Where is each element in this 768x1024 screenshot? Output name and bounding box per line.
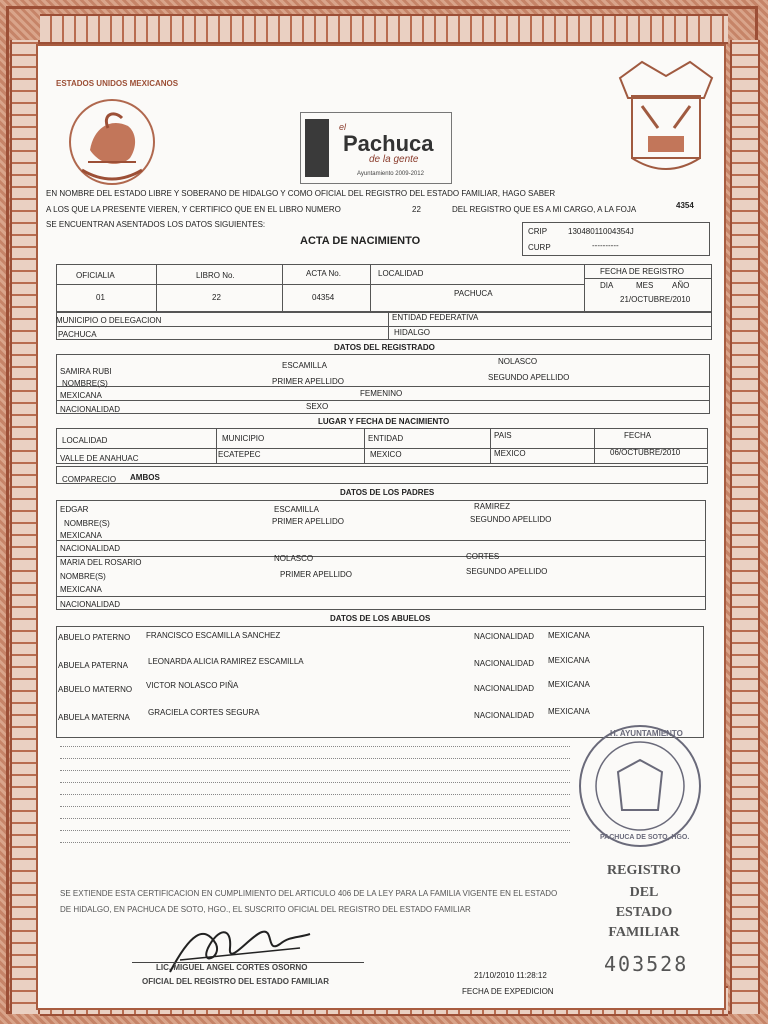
abuela-materna-name: GRACIELA CORTES SEGURA [148,708,260,717]
registrado-primer-apellido: ESCAMILLA [282,361,327,370]
fecha-registro-label: FECHA DE REGISTRO [600,267,685,276]
intro-foja-number: 4354 [676,201,694,210]
nac-pais-label: PAIS [494,431,512,440]
nac-municipio-label: MUNICIPIO [222,434,265,443]
oficialia-value: 01 [96,293,105,302]
intro-line-3: SE ENCUENTRAN ASENTADOS LOS DATOS SIGUIENTES: [46,220,266,229]
figure-icon [305,119,329,177]
crip-value: 13048011004354J [568,227,634,236]
madre-nacionalidad: MEXICANA [60,585,102,594]
stamp-line-4: FAMILIAR [608,925,680,940]
abuela-paterna-name: LEONARDA ALICIA RAMIREZ ESCAMILLA [148,657,304,666]
nac-entidad-value: MEXICO [370,450,402,459]
pachuca-coat-of-arms [612,58,720,178]
coat-of-arms-text: ESTADOS UNIDOS MEXICANOS [56,79,179,88]
oficialia-label: OFICIALIA [76,271,115,280]
abuela-materna-nac: MEXICANA [548,707,590,716]
dia-label: DIA [600,281,614,290]
abuelo-paterno-nac: MEXICANA [548,631,590,640]
abuelo-materno-name: VICTOR NOLASCO PIÑA [146,681,239,690]
section-registrado: DATOS DEL REGISTRADO [334,343,435,352]
nac-entidad-label: ENTIDAD [368,434,404,443]
entidad-value: HIDALGO [394,328,431,337]
comparecio-value: AMBOS [130,473,160,482]
nac-municipio-value: ECATEPEC [218,450,261,459]
madre-nombre-label: NOMBRE(S) [60,572,106,581]
stamp-line-2: DEL [629,885,659,900]
abuela-materna-label: ABUELA MATERNA [58,713,130,722]
registrado-nacionalidad-label: NACIONALIDAD [60,405,121,414]
municipio-label: MUNICIPIO O DELEGACION [56,316,162,325]
official-name: LIC. MIGUEL ANGEL CORTES OSORNO [156,963,308,972]
section-padres: DATOS DE LOS PADRES [340,488,435,497]
section-abuelos: DATOS DE LOS ABUELOS [330,614,431,623]
registrado-segundo-apellido: NOLASCO [498,357,538,366]
registrado-primer-label: PRIMER APELLIDO [272,377,345,386]
abuelo-materno-nac-label: NACIONALIDAD [474,684,535,693]
nac-localidad-value: VALLE DE ANAHUAC [60,454,139,463]
abuela-paterna-nac: MEXICANA [548,656,590,665]
fecha-registro-value: 21/OCTUBRE/2010 [620,295,691,304]
folio-number: 403528 [604,952,689,976]
seal-emblem-icon [576,722,704,850]
certification-line-1: SE EXTIENDE ESTA CERTIFICACION EN CUMPLIMIENTO DEL ARTICULO 406 DE LA LEY PARA LA FAMILIA VIGENTE EN EL ESTADO [60,889,558,898]
madre-primer-label: PRIMER APELLIDO [280,570,353,579]
seal-top-text: H. AYUNTAMIENTO [610,729,683,738]
curp-label: CURP [528,243,551,252]
localidad-value: PACHUCA [454,289,493,298]
acta-label: ACTA No. [306,269,341,278]
padre-nombre-label: NOMBRE(S) [64,519,110,528]
mexico-coat-of-arms [52,66,179,190]
logo-de-la-gente: de la gente [369,154,419,165]
registrado-nombre-label: NOMBRE(S) [62,379,108,388]
abuelo-materno-label: ABUELO MATERNO [58,685,133,694]
padre-nacionalidad-label: NACIONALIDAD [60,544,121,553]
padres-table [56,500,706,610]
abuela-paterna-nac-label: NACIONALIDAD [474,659,535,668]
registrado-segundo-label: SEGUNDO APELLIDO [488,373,570,382]
expedition-date-label: FECHA DE EXPEDICION [462,987,554,996]
nac-pais-value: MEXICO [494,449,526,458]
madre-segundo-label: SEGUNDO APELLIDO [466,567,548,576]
abuelo-paterno-nac-label: NACIONALIDAD [474,632,535,641]
intro-line-1: EN NOMBRE DEL ESTADO LIBRE Y SOBERANO DE HIDALGO Y COMO OFICIAL DEL REGISTRO DEL ESTADO FAMILIAR, HAGO SABER [46,189,556,198]
madre-nombre: MARIA DEL ROSARIO [60,558,142,567]
abuelo-paterno-label: ABUELO PATERNO [58,633,131,642]
madre-nacionalidad-label: NACIONALIDAD [60,600,121,609]
ano-label: AÑO [672,281,690,290]
registrado-sexo: FEMENINO [360,389,403,398]
nac-fecha-value: 06/OCTUBRE/2010 [610,448,681,457]
padre-segundo-apellido: RAMIREZ [474,502,510,511]
curp-value: ---------- [592,241,619,250]
intro-line-2b: DEL REGISTRO QUE ES A MI CARGO, A LA FOJA [452,205,637,214]
madre-segundo-apellido: CORTES [466,552,500,561]
padre-nombre: EDGAR [60,505,89,514]
logo-el: el [339,122,347,132]
top-greek-key-border [40,14,728,44]
comparecio-label: COMPARECIO [62,475,117,484]
right-greek-key-border [730,40,760,1014]
padre-nacionalidad: MEXICANA [60,531,102,540]
padre-primer-label: PRIMER APELLIDO [272,517,345,526]
abuelo-materno-nac: MEXICANA [548,680,590,689]
official-title: OFICIAL DEL REGISTRO DEL ESTADO FAMILIAR [142,977,329,986]
abuela-paterna-label: ABUELA PATERNA [58,661,128,670]
padre-primer-apellido: ESCAMILLA [274,505,319,514]
intro-line-2a: A LOS QUE LA PRESENTE VIEREN, Y CERTIFICO QUE EN EL LIBRO NUMERO [46,205,341,214]
libro-value: 22 [212,293,221,302]
registrado-table [56,354,710,414]
registrado-nacionalidad: MEXICANA [60,391,102,400]
padre-segundo-label: SEGUNDO APELLIDO [470,515,552,524]
nac-fecha-label: FECHA [624,431,652,440]
document-title: ACTA DE NACIMIENTO [300,235,421,247]
seal-bottom-text: PACHUCA DE SOTO, HGO. [600,834,690,841]
crip-label: CRIP [528,227,548,236]
libro-label: LIBRO No. [196,271,235,280]
entidad-label: ENTIDAD FEDERATIVA [392,313,479,322]
stamp-line-3: ESTADO [615,905,673,920]
section-nacimiento: LUGAR Y FECHA DE NACIMIENTO [318,417,450,426]
nac-localidad-label: LOCALIDAD [62,436,108,445]
localidad-label: LOCALIDAD [378,269,424,278]
registrado-sexo-label: SEXO [306,402,329,411]
abuela-materna-nac-label: NACIONALIDAD [474,711,535,720]
expedition-datetime: 21/10/2010 11:28:12 [474,971,547,980]
municipal-seal [576,722,704,850]
municipal-shield-icon [612,58,720,178]
registrado-nombre: SAMIRA RUBI [60,367,112,376]
intro-book-number: 22 [412,205,421,214]
madre-primer-apellido: NOLASCO [274,554,314,563]
logo-pachuca: Pachuca [343,131,434,156]
mes-label: MES [636,281,654,290]
logo-ayuntamiento: Ayuntamiento 2009-2012 [357,171,424,177]
municipio-value: PACHUCA [58,330,97,339]
stamp-line-1: REGISTRO [607,863,681,878]
acta-value: 04354 [312,293,335,302]
pachuca-logo [300,112,452,184]
abuelo-paterno-name: FRANCISCO ESCAMILLA SANCHEZ [146,631,281,640]
certification-line-2: DE HIDALGO, EN PACHUCA DE SOTO, HGO., EL SUSCRITO OFICIAL DEL REGISTRO DEL ESTADO FAMILIAR [60,905,471,914]
